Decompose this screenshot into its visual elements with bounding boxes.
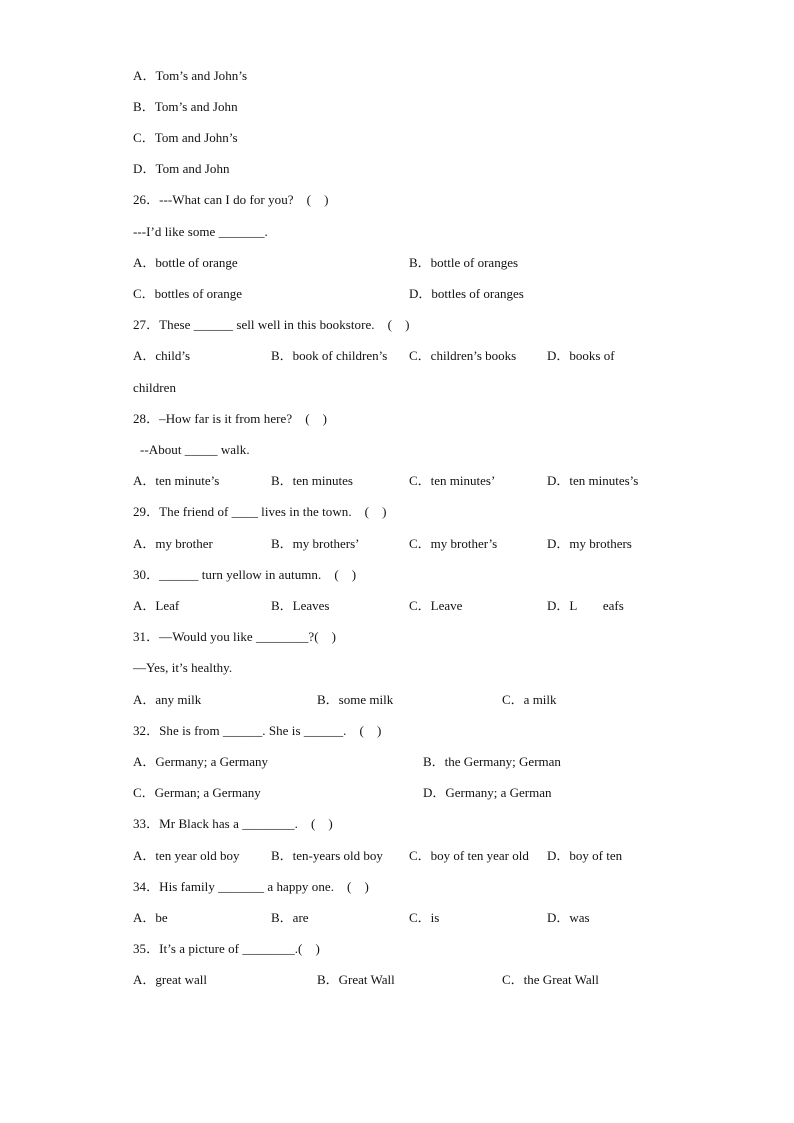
q25-option-d: D．Tom and John: [133, 161, 230, 176]
q35-option-b: B．Great Wall: [317, 972, 395, 987]
q30-stem: 30．______ turn yellow in autumn. ( ): [133, 567, 357, 582]
q29-option-c: C．my brother’s: [409, 536, 498, 551]
q31-option-c: C．a milk: [502, 692, 557, 707]
q28-stem: 28．–How far is it from here? ( ): [133, 411, 328, 426]
q31-option-b: B．some milk: [317, 692, 394, 707]
q34-option-a: A．be: [133, 910, 168, 925]
q26-option-b: B．bottle of oranges: [409, 255, 519, 270]
q33-option-c: C．boy of ten year old: [409, 848, 529, 863]
q27-option-b: B．book of children’s: [271, 348, 388, 363]
q35-stem: 35．It’s a picture of ________.( ): [133, 941, 320, 956]
q27-stem: 27．These ______ sell well in this bookstore. ( ): [133, 317, 410, 332]
q30-option-b: B．Leaves: [271, 598, 330, 613]
q32-option-b: B．the Germany; German: [423, 754, 561, 769]
q29-option-d: D．my brothers: [547, 536, 632, 551]
q32-option-c: C．German; a Germany: [133, 785, 261, 800]
q27-option-d-continued: children: [133, 380, 176, 395]
q33-option-b: B．ten-years old boy: [271, 848, 383, 863]
q34-option-c: C．is: [409, 910, 440, 925]
q31-option-a: A．any milk: [133, 692, 202, 707]
q30-option-d: D．L eafs: [547, 598, 624, 613]
q25-option-c: C．Tom and John’s: [133, 130, 238, 145]
q26-option-c: C．bottles of orange: [133, 286, 243, 301]
q26-option-a: A．bottle of orange: [133, 255, 238, 270]
q29-stem: 29．The friend of ____ lives in the town. ( ): [133, 504, 387, 519]
q32-stem: 32．She is from ______. She is ______. ( ): [133, 723, 382, 738]
q30-option-a: A．Leaf: [133, 598, 180, 613]
q32-option-a: A．Germany; a Germany: [133, 754, 269, 769]
q28-option-d: D．ten minutes’s: [547, 473, 639, 488]
q25-option-a: A．Tom’s and John’s: [133, 68, 248, 83]
q28-option-b: B．ten minutes: [271, 473, 353, 488]
q35-option-a: A．great wall: [133, 972, 208, 987]
q34-stem: 34．His family _______ a happy one. ( ): [133, 879, 369, 894]
q27-option-a: A．child’s: [133, 348, 191, 363]
q26-option-d: D．bottles of oranges: [409, 286, 524, 301]
q35-option-c: C．the Great Wall: [502, 972, 599, 987]
q28-reply: --About _____ walk.: [140, 442, 250, 457]
q30-option-c: C．Leave: [409, 598, 463, 613]
q28-option-a: A．ten minute’s: [133, 473, 220, 488]
q25-option-b: B．Tom’s and John: [133, 99, 238, 114]
q34-option-b: B．are: [271, 910, 309, 925]
q27-option-d: D．books of: [547, 348, 615, 363]
q26-stem: 26．---What can I do for you? ( ): [133, 192, 329, 207]
q29-option-a: A．my brother: [133, 536, 213, 551]
q33-option-d: D．boy of ten: [547, 848, 623, 863]
q34-option-d: D．was: [547, 910, 590, 925]
q27-option-c: C．children’s books: [409, 348, 517, 363]
q33-stem: 33．Mr Black has a ________. ( ): [133, 816, 333, 831]
q29-option-b: B．my brothers’: [271, 536, 360, 551]
q31-reply: —Yes, it’s healthy.: [133, 660, 233, 675]
q33-option-a: A．ten year old boy: [133, 848, 240, 863]
q31-stem: 31．—Would you like ________?( ): [133, 629, 337, 644]
q32-option-d: D．Germany; a German: [423, 785, 552, 800]
q26-reply: ---I’d like some _______.: [133, 224, 268, 239]
q28-option-c: C．ten minutes’: [409, 473, 496, 488]
